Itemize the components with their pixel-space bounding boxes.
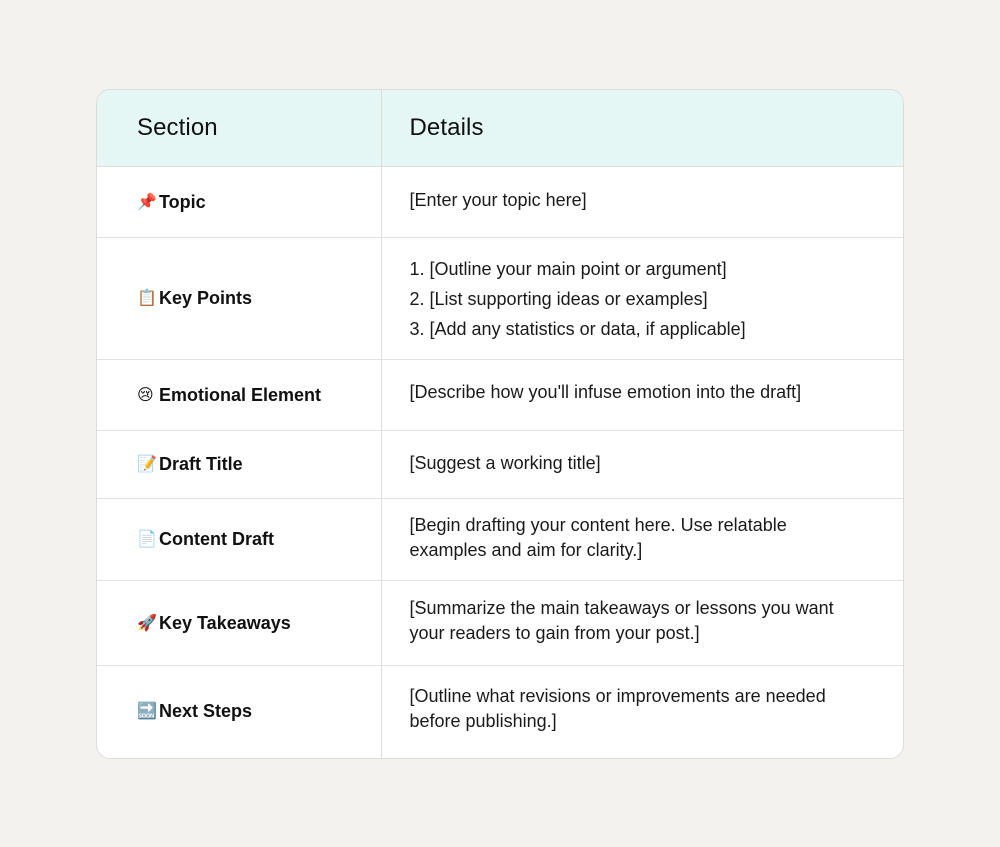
section-label: Key Takeaways <box>159 612 291 633</box>
details-cell <box>381 238 903 360</box>
details-cell <box>381 360 903 431</box>
template-table <box>97 90 903 758</box>
table-row <box>97 360 903 431</box>
table-header-row <box>97 90 903 167</box>
section-cell <box>97 431 381 499</box>
details-text: [Summarize the main takeaways or lessons you want your readers to gain from your post.] <box>409 598 834 643</box>
section-label: Content Draft <box>159 529 274 549</box>
table-row <box>97 581 903 666</box>
memo-icon: 📝 <box>137 454 157 473</box>
details-text: [Describe how you'll infuse emotion into the draft] <box>409 382 802 402</box>
section-label: Draft Title <box>159 454 243 474</box>
section-label: Next Steps <box>159 701 253 722</box>
section-cell <box>97 499 381 581</box>
section-label: Topic <box>159 191 206 212</box>
details-text: [Suggest a working title] <box>409 453 601 473</box>
table-row <box>97 499 903 581</box>
section-cell <box>97 238 381 360</box>
clipboard-icon: 📋 <box>137 288 157 307</box>
details-cell <box>381 431 903 499</box>
section-cell <box>97 167 381 238</box>
details-cell <box>381 499 903 581</box>
rocket-icon: 🚀 <box>137 612 157 632</box>
section-cell <box>97 581 381 666</box>
table-row <box>97 666 903 758</box>
details-cell <box>381 581 903 666</box>
table-row <box>97 238 903 360</box>
details-cell <box>381 666 903 758</box>
pushpin-icon: 📌 <box>137 191 157 211</box>
details-text: [Begin drafting your content here. Use relatable examples and aim for clarity.] <box>409 515 787 560</box>
details-text: [Outline what revisions or improvements are needed before publishing.] <box>409 686 826 731</box>
page-icon: 📄 <box>137 529 157 548</box>
section-cell <box>97 666 381 758</box>
header-details: Details <box>381 90 903 167</box>
details-list-item: 2. [List supporting ideas or examples] <box>409 288 708 309</box>
details-text: [Enter your topic here] <box>409 190 587 210</box>
section-cell <box>97 360 381 431</box>
crying-face-icon: 😢 <box>137 384 154 404</box>
header-section: Section <box>97 90 381 167</box>
section-label: Key Points <box>159 288 253 308</box>
details-cell <box>381 167 903 238</box>
details-list-item: 1. [Outline your main point or argument] <box>409 258 727 279</box>
template-table-card <box>96 89 904 759</box>
details-list-item: 3. [Add any statistics or data, if applicable] <box>409 318 746 339</box>
table-row <box>97 167 903 238</box>
section-label: Emotional Element <box>159 384 322 405</box>
soon-arrow-icon: 🔜 <box>137 701 157 721</box>
table-row <box>97 431 903 499</box>
